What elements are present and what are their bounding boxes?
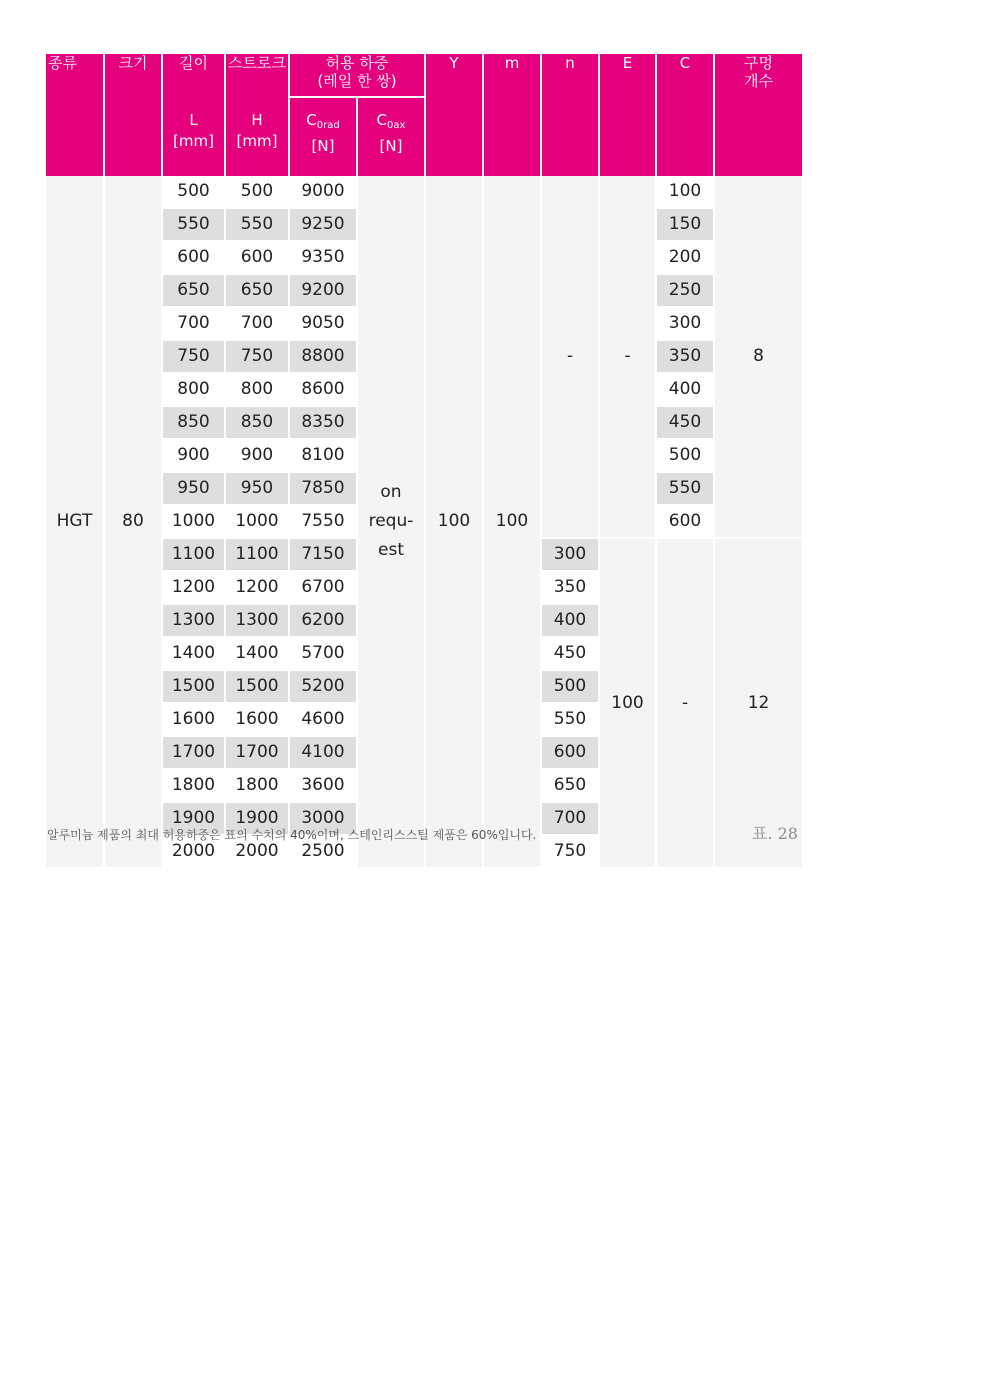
header-holes-line1: 구멍 bbox=[744, 54, 773, 72]
cell-c: 250 bbox=[657, 275, 713, 308]
header-allowable-load bbox=[290, 54, 424, 98]
header-load-line2: (레일 한 쌍) bbox=[317, 72, 397, 90]
header-holes-line2: 개수 bbox=[744, 72, 773, 90]
cell-n: 500 bbox=[542, 671, 598, 704]
cell-length: 2000 bbox=[163, 836, 224, 869]
cell-stroke: 1500 bbox=[226, 671, 288, 704]
cell-length: 700 bbox=[163, 308, 224, 341]
cell-c0rad: 9200 bbox=[290, 275, 356, 308]
header-m: m bbox=[484, 54, 540, 176]
header-c0rad-sub: 0rad bbox=[316, 120, 340, 131]
cell-c0rad: 7550 bbox=[290, 506, 356, 539]
cell-c0ax bbox=[358, 176, 424, 869]
cell-c0rad: 8350 bbox=[290, 407, 356, 440]
cell-c-bottom: - bbox=[657, 539, 713, 869]
cell-c0rad: 8800 bbox=[290, 341, 356, 374]
cell-stroke: 550 bbox=[226, 209, 288, 242]
header-c0ax-sub: 0ax bbox=[387, 120, 406, 131]
cell-c0rad: 3600 bbox=[290, 770, 356, 803]
cell-stroke: 600 bbox=[226, 242, 288, 275]
cell-length: 1100 bbox=[163, 539, 224, 572]
cell-c0rad: 4100 bbox=[290, 737, 356, 770]
cell-c0rad: 3000 bbox=[290, 803, 356, 836]
cell-c: 550 bbox=[657, 473, 713, 506]
cell-e-bottom: 100 bbox=[600, 539, 655, 869]
cell-c: 500 bbox=[657, 440, 713, 473]
cell-stroke: 1700 bbox=[226, 737, 288, 770]
header-c0ax-base: C bbox=[376, 111, 388, 129]
cell-stroke: 650 bbox=[226, 275, 288, 308]
cell-c0ax-line: est bbox=[378, 540, 404, 560]
cell-e-top: - bbox=[600, 176, 655, 539]
header-c0rad bbox=[290, 98, 356, 176]
header-hole-count bbox=[715, 54, 802, 176]
cell-stroke: 1200 bbox=[226, 572, 288, 605]
cell-size: 80 bbox=[105, 176, 161, 869]
header-h bbox=[226, 98, 288, 176]
cell-holes-bottom: 12 bbox=[715, 539, 802, 869]
cell-c0rad: 6700 bbox=[290, 572, 356, 605]
cell-c0rad: 5700 bbox=[290, 638, 356, 671]
cell-c: 150 bbox=[657, 209, 713, 242]
cell-n-top: - bbox=[542, 176, 598, 539]
header-stroke: 스트로크 bbox=[226, 54, 288, 98]
cell-length: 800 bbox=[163, 374, 224, 407]
cell-length: 1800 bbox=[163, 770, 224, 803]
header-c0rad-base: C bbox=[306, 111, 317, 129]
cell-c: 200 bbox=[657, 242, 713, 275]
header-load-line1: 허용 하중 bbox=[325, 54, 389, 72]
header-e: E bbox=[600, 54, 655, 176]
cell-c: 450 bbox=[657, 407, 713, 440]
header-length: 길이 bbox=[163, 54, 224, 98]
cell-stroke: 1900 bbox=[226, 803, 288, 836]
cell-stroke: 1400 bbox=[226, 638, 288, 671]
footnote: 알루미늄 제품의 최대 허용하중은 표의 수치의 40%이며, 스테인리스스틸 제품은 60%입니다. bbox=[47, 828, 537, 842]
header-h-symbol: H bbox=[251, 111, 263, 129]
cell-c0rad: 5200 bbox=[290, 671, 356, 704]
header-c0ax-unit: [N] bbox=[379, 137, 403, 155]
cell-n: 350 bbox=[542, 572, 598, 605]
cell-n: 550 bbox=[542, 704, 598, 737]
table-row bbox=[46, 176, 802, 209]
cell-c: 100 bbox=[657, 176, 713, 209]
cell-n: 400 bbox=[542, 605, 598, 638]
cell-length: 650 bbox=[163, 275, 224, 308]
cell-stroke: 850 bbox=[226, 407, 288, 440]
cell-stroke: 500 bbox=[226, 176, 288, 209]
cell-holes-top: 8 bbox=[715, 176, 802, 539]
cell-length: 550 bbox=[163, 209, 224, 242]
cell-length: 950 bbox=[163, 473, 224, 506]
cell-length: 1400 bbox=[163, 638, 224, 671]
cell-c0rad: 8100 bbox=[290, 440, 356, 473]
cell-stroke: 1800 bbox=[226, 770, 288, 803]
cell-length: 1900 bbox=[163, 803, 224, 836]
cell-length: 600 bbox=[163, 242, 224, 275]
cell-c: 300 bbox=[657, 308, 713, 341]
cell-c0rad: 2500 bbox=[290, 836, 356, 869]
cell-length: 1300 bbox=[163, 605, 224, 638]
cell-m: 100 bbox=[484, 176, 540, 869]
header-l-symbol: L bbox=[189, 111, 198, 129]
cell-c0rad: 9350 bbox=[290, 242, 356, 275]
cell-c0rad: 6200 bbox=[290, 605, 356, 638]
cell-type: HGT bbox=[46, 176, 103, 869]
cell-c0rad: 7850 bbox=[290, 473, 356, 506]
cell-c0rad: 4600 bbox=[290, 704, 356, 737]
cell-c0rad: 9000 bbox=[290, 176, 356, 209]
cell-c0rad: 7150 bbox=[290, 539, 356, 572]
cell-stroke: 950 bbox=[226, 473, 288, 506]
cell-n: 700 bbox=[542, 803, 598, 836]
cell-stroke: 2000 bbox=[226, 836, 288, 869]
cell-n: 650 bbox=[542, 770, 598, 803]
cell-n: 300 bbox=[542, 539, 598, 572]
cell-n: 750 bbox=[542, 836, 598, 869]
cell-length: 750 bbox=[163, 341, 224, 374]
cell-stroke: 700 bbox=[226, 308, 288, 341]
header-h-unit: [mm] bbox=[236, 132, 278, 150]
header-size: 크기 bbox=[105, 54, 161, 176]
cell-stroke: 900 bbox=[226, 440, 288, 473]
cell-stroke: 1100 bbox=[226, 539, 288, 572]
cell-length: 900 bbox=[163, 440, 224, 473]
cell-length: 1500 bbox=[163, 671, 224, 704]
cell-n: 450 bbox=[542, 638, 598, 671]
header-l bbox=[163, 98, 224, 176]
cell-y: 100 bbox=[426, 176, 482, 869]
cell-c: 350 bbox=[657, 341, 713, 374]
cell-length: 1200 bbox=[163, 572, 224, 605]
table-body bbox=[46, 176, 802, 869]
cell-c0rad: 9250 bbox=[290, 209, 356, 242]
cell-length: 1600 bbox=[163, 704, 224, 737]
table-reference: 표. 28 bbox=[752, 824, 798, 843]
cell-length: 1700 bbox=[163, 737, 224, 770]
cell-stroke: 750 bbox=[226, 341, 288, 374]
cell-c0ax-line: on bbox=[380, 482, 402, 502]
header-c0ax bbox=[358, 98, 424, 176]
header-n: n bbox=[542, 54, 598, 176]
spec-table bbox=[44, 54, 804, 869]
cell-length: 500 bbox=[163, 176, 224, 209]
cell-stroke: 1600 bbox=[226, 704, 288, 737]
cell-c0rad: 8600 bbox=[290, 374, 356, 407]
header-c0rad-unit: [N] bbox=[311, 137, 335, 155]
cell-n: 600 bbox=[542, 737, 598, 770]
header-y: Y bbox=[426, 54, 482, 176]
cell-length: 850 bbox=[163, 407, 224, 440]
cell-c0rad: 9050 bbox=[290, 308, 356, 341]
header-c: C bbox=[657, 54, 713, 176]
cell-c0ax-line: requ- bbox=[368, 511, 414, 531]
cell-stroke: 800 bbox=[226, 374, 288, 407]
cell-stroke: 1000 bbox=[226, 506, 288, 539]
cell-c: 400 bbox=[657, 374, 713, 407]
header-type: 종류 bbox=[46, 54, 103, 176]
cell-c: 600 bbox=[657, 506, 713, 539]
cell-length: 1000 bbox=[163, 506, 224, 539]
cell-stroke: 1300 bbox=[226, 605, 288, 638]
header-l-unit: [mm] bbox=[173, 132, 214, 150]
